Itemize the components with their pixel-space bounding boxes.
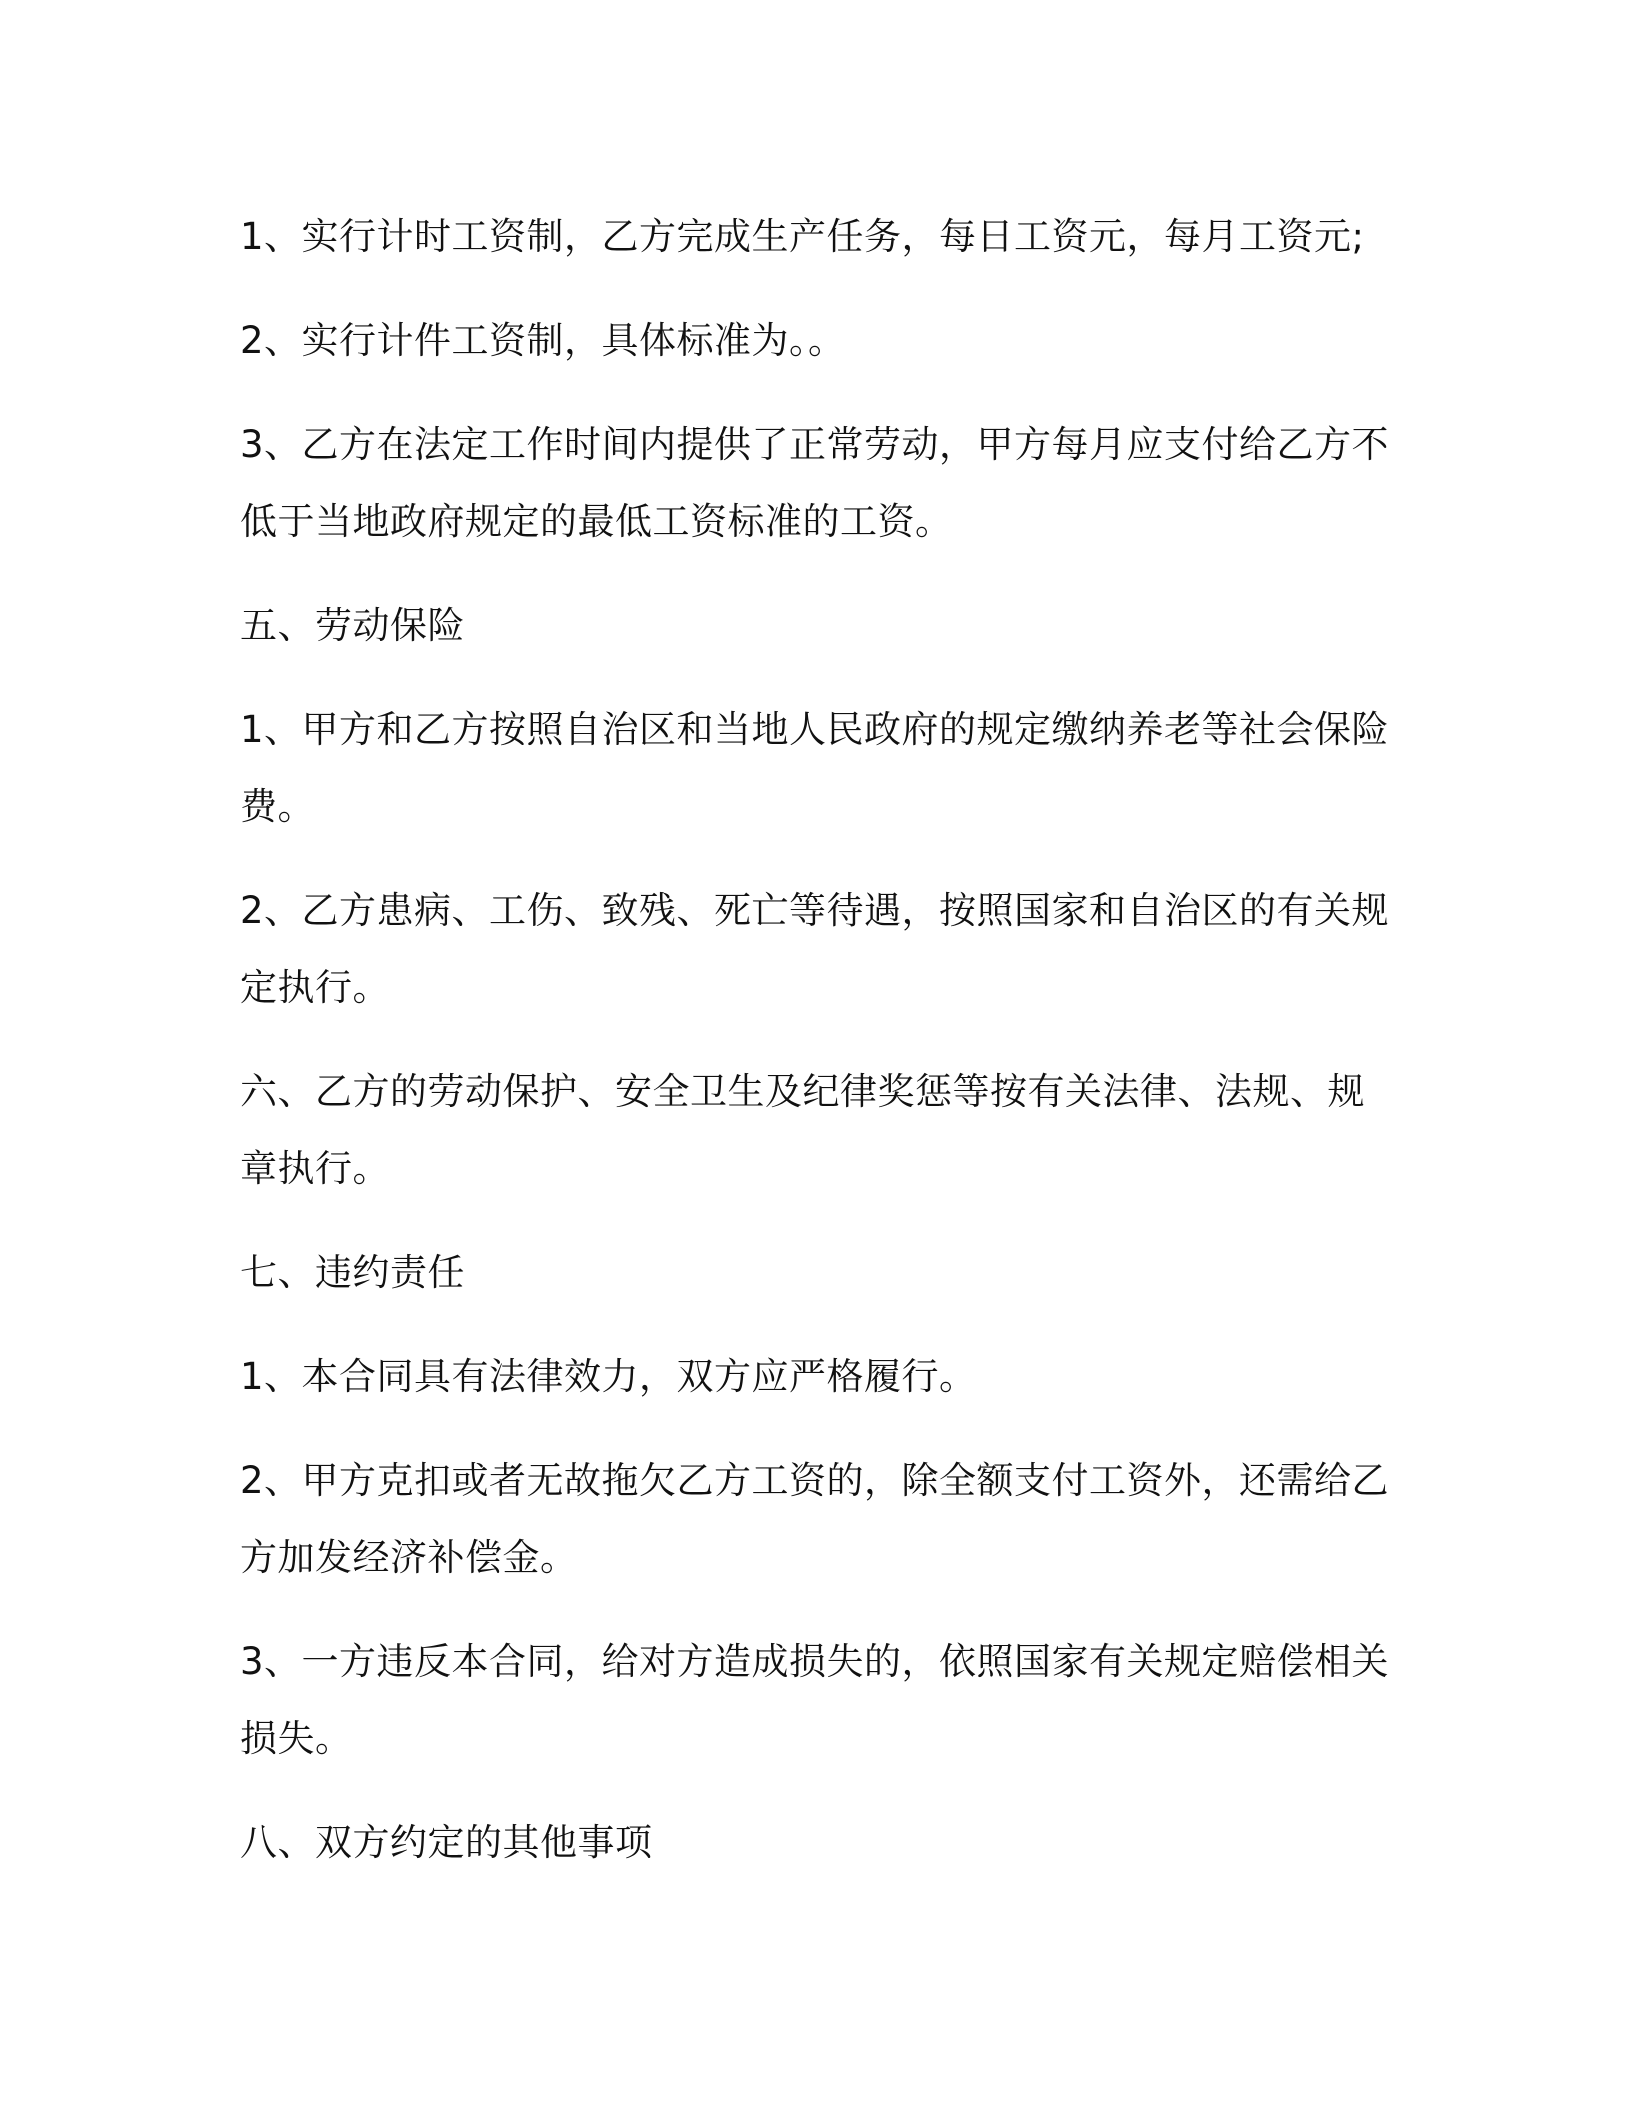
section-heading-liability: 七、违约责任 <box>240 1251 465 1294</box>
section-labor-protection: 六、乙方的劳动保护、安全卫生及纪律奖惩等按有关法律、法规、规章执行。 <box>240 1070 1365 1190</box>
paragraph-compensation: 3、一方违反本合同，给对方造成损失的，依照国家有关规定赔偿相关损失。 <box>240 1640 1390 1760</box>
document-body <box>240 198 1390 1908</box>
paragraph-wage-hourly: 1、实行计时工资制，乙方完成生产任务，每日工资元，每月工资元; <box>240 215 1365 258</box>
paragraph-minimum-wage: 3、乙方在法定工作时间内提供了正常劳动，甲方每月应支付给乙方不低于当地政府规定的最低工资标准的工资。 <box>240 423 1390 543</box>
section-heading-labor-insurance: 五、劳动保险 <box>240 604 465 647</box>
section-heading-other-matters: 八、双方约定的其他事项 <box>240 1821 653 1864</box>
paragraph-social-insurance: 1、甲方和乙方按照自治区和当地人民政府的规定缴纳养老等社会保险费。 <box>240 708 1390 828</box>
paragraph-injury-benefits: 2、乙方患病、工伤、致残、死亡等待遇，按照国家和自治区的有关规定执行。 <box>240 889 1390 1009</box>
paragraph-legal-effect: 1、本合同具有法律效力，双方应严格履行。 <box>240 1355 977 1398</box>
paragraph-wage-arrears: 2、甲方克扣或者无故拖欠乙方工资的，除全额支付工资外，还需给乙方加发经济补偿金。 <box>240 1459 1390 1579</box>
paragraph-wage-piece: 2、实行计件工资制，具体标准为。。 <box>240 319 846 362</box>
